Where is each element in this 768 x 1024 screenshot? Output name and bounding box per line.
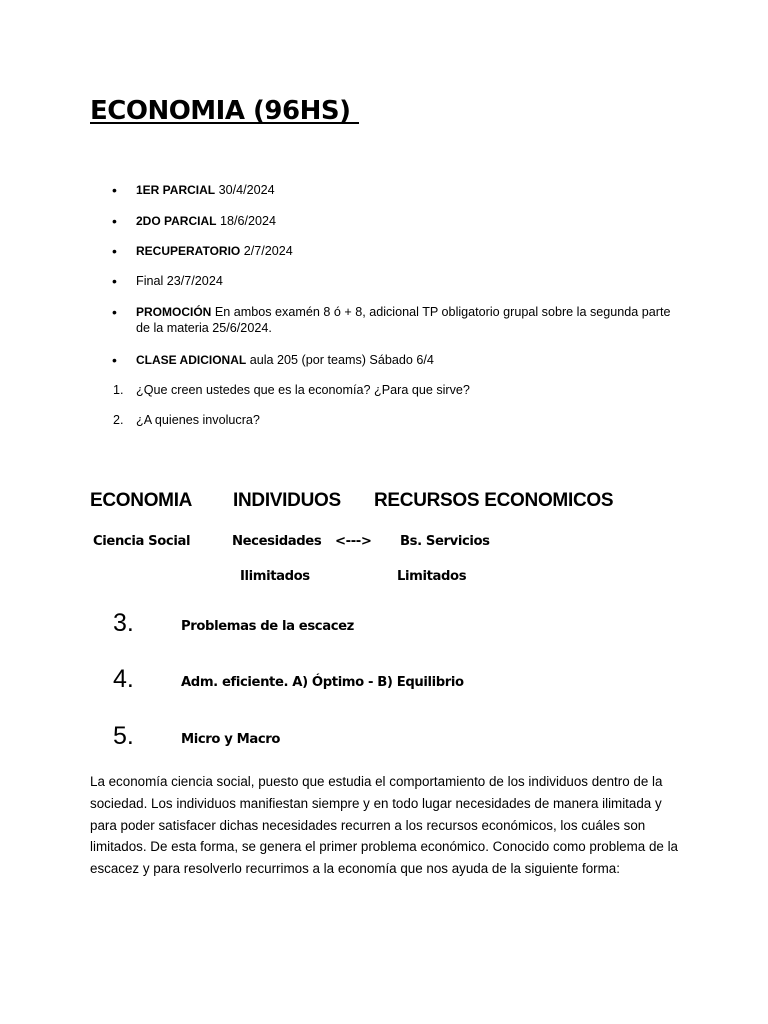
list-item-value: Final 23/7/2024 <box>136 274 223 288</box>
question-number: 1. <box>113 383 124 397</box>
list-item <box>112 243 672 259</box>
list-item-value: aula 205 (por teams) Sábado 6/4 <box>246 353 434 367</box>
list-number: 3. <box>113 609 134 637</box>
list-item-value: 30/4/2024 <box>215 183 275 197</box>
heading-economia: ECONOMIA <box>90 490 193 511</box>
body-paragraph: La economía ciencia social, puesto que estudia el comportamiento de los individuos dentro de la sociedad. Los individuos manifiestan siempre y en todo lugar necesidades de manera ilimitada y para poder satisfacer dichas necesidades recurren a los recursos económicos, los cuáles son limitados. De esta forma, se genera el primer problema económico. Conocido como problema de la escacez y para resolverlo recurrimos a la economía que nos ayuda de la siguiente forma: <box>90 774 678 877</box>
list-item-label: CLASE ADICIONAL <box>136 353 247 367</box>
label-necesidades: Necesidades <box>232 534 322 549</box>
list-item-value: En ambos examén 8 ó + 8, adicional TP obligatorio grupal sobre la segunda parte de la materia 25/6/2024. <box>136 305 671 335</box>
list-item-label: PROMOCIÓN <box>136 305 212 319</box>
question-text: ¿A quienes involucra? <box>136 413 260 427</box>
list-number: 4. <box>113 665 134 693</box>
list-item-text <box>136 352 672 368</box>
label-bs-servicios: Bs. Servicios <box>400 534 490 549</box>
label-limitados: Limitados <box>397 569 467 584</box>
list-item-text <box>136 304 672 336</box>
bullet-icon: • <box>112 273 117 289</box>
list-item-label: RECUPERATORIO <box>136 244 241 258</box>
list-item <box>112 352 672 368</box>
list-item-text <box>136 273 672 289</box>
list-number: 5. <box>113 722 134 750</box>
label-ciencia-social: Ciencia Social <box>93 534 191 549</box>
bullet-icon: • <box>112 304 117 320</box>
list-item-text <box>136 182 672 198</box>
question-item <box>112 412 672 428</box>
bullet-icon: • <box>112 352 117 368</box>
list-item-text <box>136 213 672 229</box>
list-item-text: Problemas de la escacez <box>181 619 354 634</box>
list-item <box>112 213 672 229</box>
bullet-icon: • <box>112 243 117 259</box>
label-ilimitados: Ilimitados <box>240 569 310 584</box>
list-item <box>112 273 672 289</box>
question-number: 2. <box>113 413 124 427</box>
list-item-value: 2/7/2024 <box>240 244 293 258</box>
list-item-value: 18/6/2024 <box>216 214 276 228</box>
list-item-text: Adm. eficiente. A) Óptimo - B) Equilibrio <box>181 675 464 690</box>
page-title: ECONOMIA (96HS) <box>90 96 360 126</box>
bullet-icon: • <box>112 182 117 198</box>
list-item-text <box>136 243 672 259</box>
list-item-label: 1ER PARCIAL <box>136 183 216 197</box>
question-item <box>112 382 672 398</box>
list-item-text: Micro y Macro <box>181 732 281 747</box>
heading-individuos: INDIVIDUOS <box>233 490 341 511</box>
list-item <box>112 304 672 336</box>
list-item <box>112 182 672 198</box>
question-text: ¿Que creen ustedes que es la economía? ¿Para que sirve? <box>136 383 470 397</box>
heading-recursos: RECURSOS ECONOMICOS <box>374 490 614 511</box>
list-item-label: 2DO PARCIAL <box>136 214 217 228</box>
bullet-icon: • <box>112 213 117 229</box>
arrow-connector: <---> <box>335 534 372 549</box>
